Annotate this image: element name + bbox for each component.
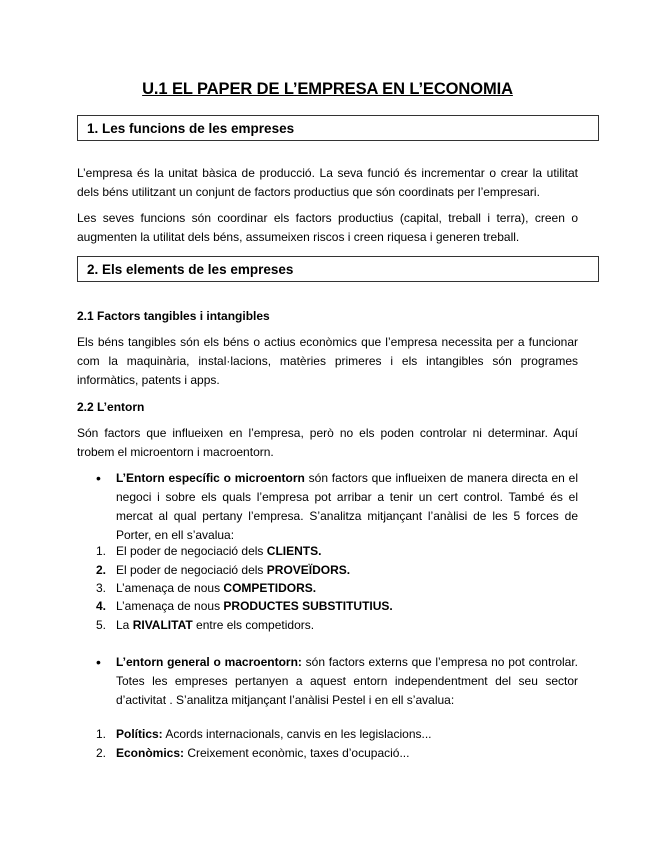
section-2-heading: 2. Els elements de les empreses (87, 262, 294, 277)
list1-item-3-number: 3. (96, 581, 107, 595)
section-1-heading-box (77, 115, 599, 141)
list2-item-1 (116, 725, 432, 744)
bullet-microentorn-term: L’Entorn específic o microentorn (116, 471, 305, 485)
list1-item-5-text: La (116, 618, 133, 632)
list1-item-3-term: COMPETIDORS. (223, 581, 317, 595)
list1-item-4-number: 4. (96, 599, 107, 613)
bullet-microentorn-marker: • (96, 470, 101, 486)
list2-item-1-text: Acords internacionals, canvis en les legislacions... (162, 727, 432, 741)
bullet-macroentorn-marker: • (96, 654, 101, 670)
list1-item-3-text: L’amenaça de nous (116, 581, 224, 595)
subsection-2-1-heading: 2.1 Factors tangibles i intangibles (77, 309, 270, 323)
bullet-macroentorn-term: L’entorn general o macroentorn: (116, 655, 302, 669)
list1-item-5-term: RIVALITAT (132, 618, 193, 632)
list2-item-2-number: 2. (96, 746, 107, 760)
section-1-paragraph-1: L’empresa és la unitat bàsica de producció. La seva funció és incrementar o crear la utilitat dels béns utilitzant un conjunt de factors productius que són coordinats per l’empresari. (77, 166, 578, 199)
list1-item-5-text-end: entre els competidors. (192, 618, 315, 632)
bullet-macroentorn-text: són factors externs que l’empresa no pot controlar. Totes les empreses pertanyen a aquest entorn independentment del seu sector d’activitat . S’analitza mitjançant l’anàlisi Pestel i en ell s’avalua: (116, 655, 578, 707)
section-2-heading-box (77, 256, 599, 282)
list1-item-1 (116, 542, 321, 561)
bullet-microentorn (116, 469, 578, 545)
list1-item-2-text: El poder de negociació dels (116, 563, 267, 577)
document-title: U.1 EL PAPER DE L’EMPRESA EN L’ECONOMIA (142, 80, 513, 98)
list1-item-5 (116, 616, 314, 635)
bullet-macroentorn (116, 653, 578, 710)
list1-item-4-text: L’amenaça de nous (116, 599, 224, 613)
list1-item-3 (116, 579, 316, 598)
list1-item-2-number: 2. (96, 563, 107, 577)
list1-item-1-number: 1. (96, 544, 107, 558)
list1-item-2 (116, 561, 350, 580)
bullet-microentorn-text: són factors que influeixen de manera directa en el negoci i sobre els quals l’empresa pot arribar a tenir un cert control. També és el mercat al qual pertany l’empresa. S’analitza mitjançant l’anàlisi de les 5 forces de Porter, en ell s’avalua: (116, 471, 579, 542)
list1-item-1-term: CLIENTS. (266, 544, 322, 558)
list2-item-2-term: Econòmics: (116, 746, 185, 760)
list1-item-1-text: El poder de negociació dels (116, 544, 267, 558)
list2-item-2 (116, 744, 409, 763)
list1-item-4 (116, 597, 393, 616)
list1-item-5-number: 5. (96, 618, 107, 632)
subsection-2-1-text: Els béns tangibles són els béns o actius econòmics que l’empresa necessita per a funcionar com la maquinària, instal·lacions, matèries primeres i els intangibles són programes informàtics, patents i apps. (77, 335, 578, 387)
subsection-2-2-text: Són factors que influeixen en l’empresa, però no els poden controlar ni determinar. Aquí trobem el microentorn i macroentorn. (77, 426, 578, 459)
list2-item-2-text: Creixement econòmic, taxes d’ocupació... (184, 746, 410, 760)
list1-item-4-term: PRODUCTES SUBSTITUTIUS. (223, 599, 393, 613)
subsection-2-2-heading: 2.2 L’entorn (77, 400, 145, 414)
list2-item-1-number: 1. (96, 727, 107, 741)
list2-item-1-term: Polítics: (116, 727, 163, 741)
section-1-paragraph-2: Les seves funcions són coordinar els factors productius (capital, treball i terra), creen o augmenten la utilitat dels béns, assumeixen riscos i creen riquesa i generen treball. (77, 211, 578, 244)
list1-item-2-term: PROVEÏDORS. (266, 563, 351, 577)
section-1-heading: 1. Les funcions de les empreses (87, 121, 295, 136)
